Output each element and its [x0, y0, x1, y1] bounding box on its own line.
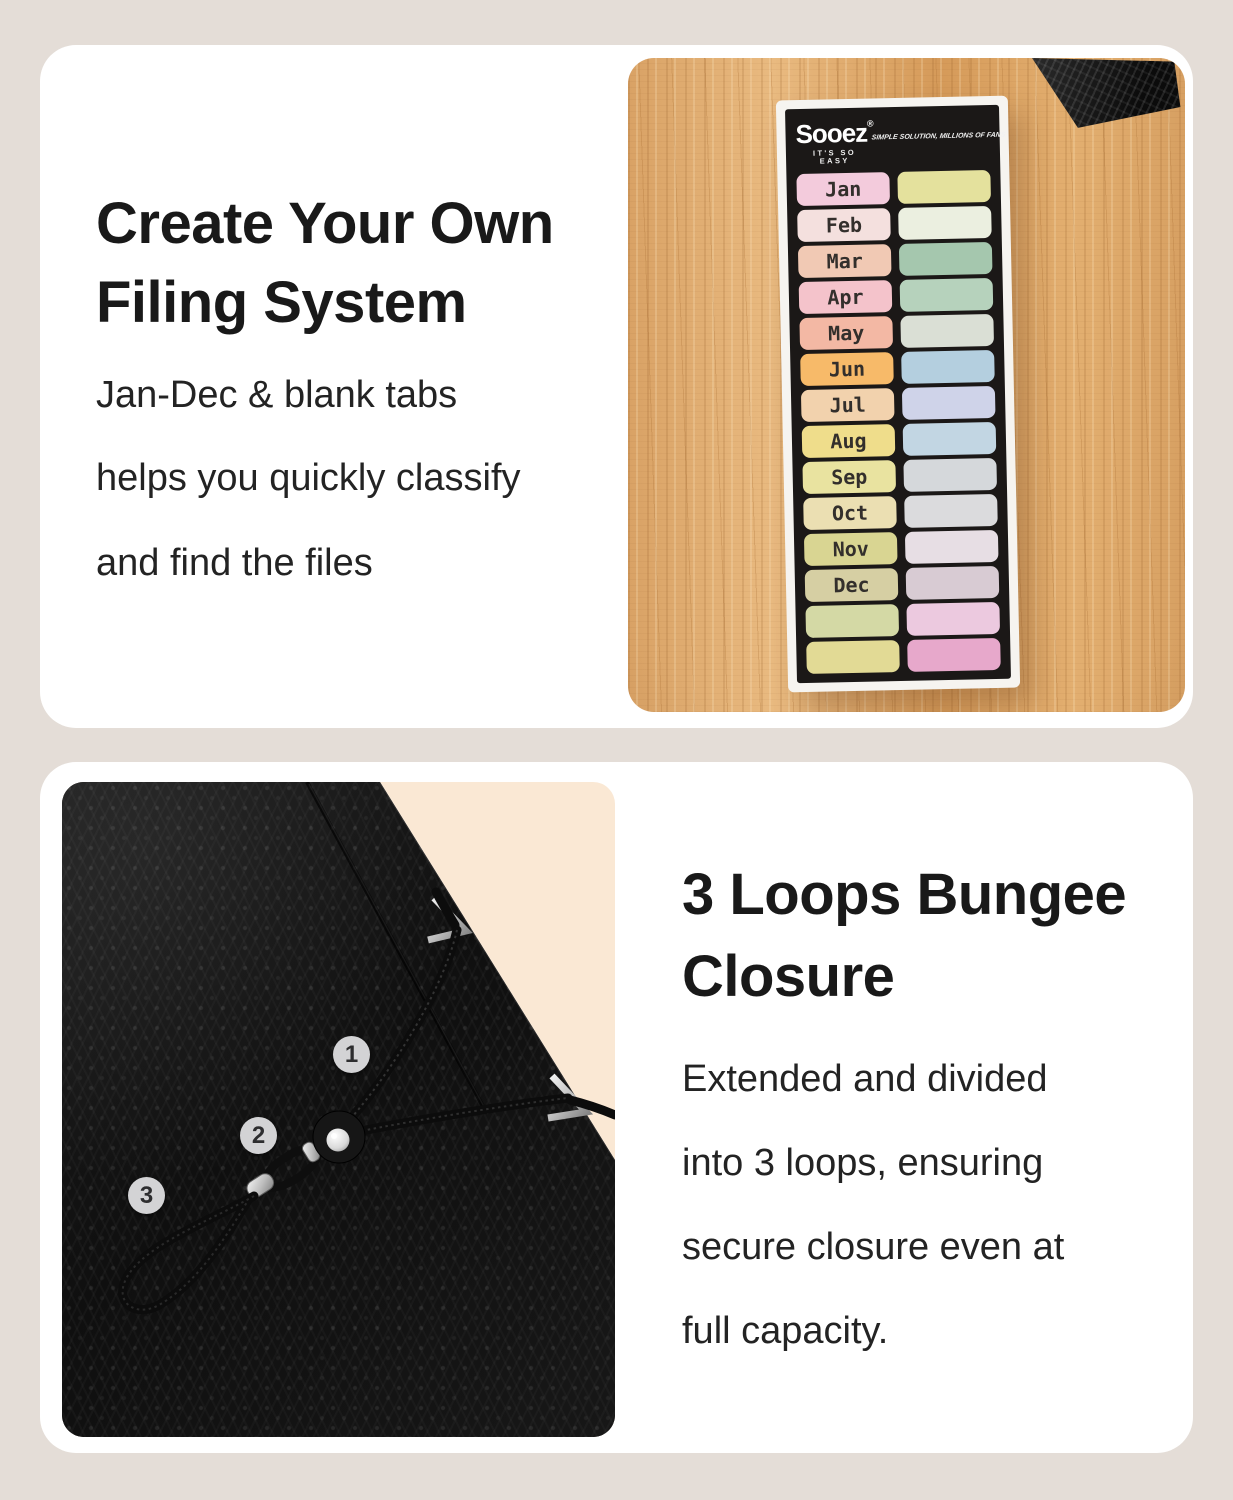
blank-tab	[806, 640, 900, 674]
month-tab-oct: Oct	[803, 496, 897, 530]
photo-label-sheet-on-desk	[628, 58, 1185, 712]
brand-block	[795, 119, 873, 165]
month-tab-nov: Nov	[804, 532, 898, 566]
tab-row	[803, 494, 998, 530]
blank-tab	[903, 458, 997, 492]
tab-row	[805, 602, 1000, 638]
section2-heading-line2: Closure	[682, 944, 895, 1009]
section2-body-line2: into 3 loops, ensuring	[682, 1142, 1044, 1184]
cord-button-ball-icon	[327, 1129, 350, 1152]
blank-tab	[903, 422, 997, 456]
month-tab-aug: Aug	[802, 424, 896, 458]
section2-body-line3: secure closure even at	[682, 1226, 1065, 1268]
blank-tab	[897, 170, 991, 204]
tab-row	[802, 422, 997, 458]
month-tab-dec: Dec	[805, 568, 899, 602]
section1-body-line3: and find the files	[96, 542, 373, 584]
brand-tagline: IT'S SO EASY	[812, 147, 857, 166]
label-sheet	[776, 96, 1020, 693]
tab-row	[805, 566, 1000, 602]
tab-row	[804, 530, 999, 566]
section1-body-line2: helps you quickly classify	[96, 457, 521, 499]
section1-body-line1: Jan-Dec & blank tabs	[96, 374, 458, 416]
month-tab-jun: Jun	[800, 352, 894, 386]
folder-corner-on-desk	[1032, 58, 1185, 130]
tab-row	[806, 638, 1001, 674]
section-filing-system	[40, 45, 1193, 728]
registered-mark-icon: ®	[866, 118, 873, 129]
month-tab-sep: Sep	[802, 460, 896, 494]
section-bungee-closure	[40, 762, 1193, 1453]
blank-tab	[899, 242, 993, 276]
section2-heading-line1: 3 Loops Bungee	[682, 862, 1127, 927]
month-tab-feb: Feb	[797, 208, 891, 242]
tab-row	[799, 278, 994, 314]
tab-row	[800, 350, 995, 386]
brand-slogan: SIMPLE SOLUTION, MILLIONS OF FANS	[871, 131, 1006, 142]
month-tab-may: May	[799, 316, 893, 350]
blank-tab	[906, 566, 1000, 600]
blank-tab	[900, 314, 994, 348]
brand-logo: Sooez®	[795, 117, 873, 150]
step-badge-2: 2	[240, 1117, 277, 1154]
section1-heading-line1: Create Your Own	[96, 191, 554, 256]
label-sheet-header	[795, 117, 1006, 166]
label-sheet-panel	[785, 105, 1011, 683]
blank-tab	[900, 278, 994, 312]
month-tab-jul: Jul	[801, 388, 895, 422]
month-tab-apr: Apr	[799, 280, 893, 314]
step-badge-1: 1	[333, 1036, 370, 1073]
section1-heading-line2: Filing System	[96, 270, 467, 335]
blank-tab	[805, 604, 899, 638]
blank-tab	[904, 494, 998, 528]
blank-tab	[906, 602, 1000, 636]
bungee-cord-illustration	[62, 782, 615, 1437]
photo-bungee-closure	[62, 782, 615, 1437]
blank-tab	[907, 638, 1001, 672]
blank-tab	[898, 206, 992, 240]
ball-highlight	[331, 1133, 337, 1139]
tab-row	[798, 242, 993, 278]
tab-row	[799, 314, 994, 350]
section2-body-line4: full capacity.	[682, 1310, 889, 1352]
tab-row	[796, 170, 991, 206]
tab-row	[802, 458, 997, 494]
section2-body-line1: Extended and divided	[682, 1058, 1048, 1100]
blank-tab	[905, 530, 999, 564]
tab-row	[801, 386, 996, 422]
tab-row	[797, 206, 992, 242]
blank-tab	[901, 350, 995, 384]
tab-rows	[796, 170, 1000, 674]
month-tab-mar: Mar	[798, 244, 892, 278]
step-badge-3: 3	[128, 1177, 165, 1214]
blank-tab	[902, 386, 996, 420]
month-tab-jan: Jan	[796, 172, 890, 206]
